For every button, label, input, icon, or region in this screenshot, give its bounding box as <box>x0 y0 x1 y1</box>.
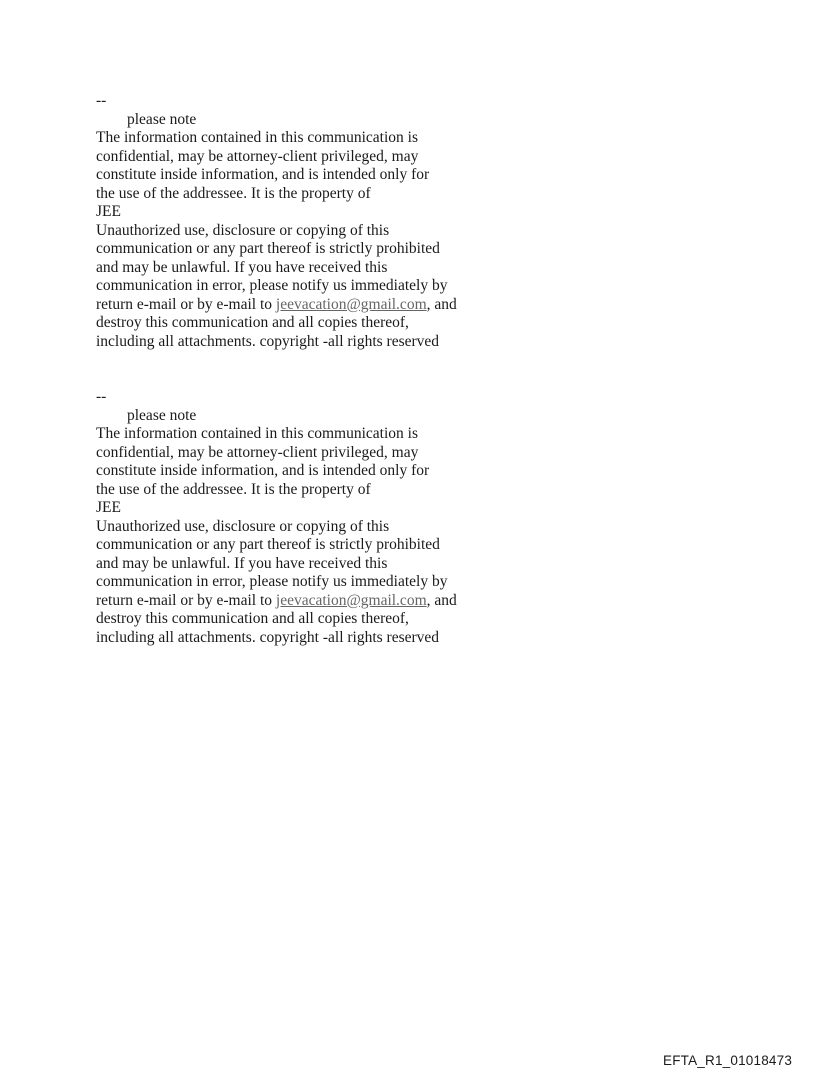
signature-separator: -- <box>96 388 107 405</box>
please-note-line: please note <box>127 406 197 424</box>
body-line: confidential, may be attorney-client privileged, may <box>96 147 419 165</box>
body-line: and may be unlawful. If you have received this <box>96 554 388 572</box>
email-line-suffix: , and <box>426 295 457 313</box>
body-line: destroy this communication and all copies thereof, <box>96 314 409 331</box>
body-line: constitute inside information, and is intended only for <box>96 166 430 183</box>
body-line: destroy this communication and all copies thereof, <box>96 610 409 627</box>
body-line: including all attachments. copyright -all rights reserved <box>96 628 440 646</box>
signature-separator: -- <box>96 92 107 109</box>
body-line: communication in error, please notify us immediately by <box>96 277 448 294</box>
body-line: Unauthorized use, disclosure or copying of this <box>96 517 390 535</box>
disclaimer-block <box>96 388 516 647</box>
email-line-suffix: , and <box>426 591 457 609</box>
email-line <box>96 296 516 315</box>
email-line-prefix: return e-mail or by e-mail to <box>96 295 276 313</box>
document-page <box>96 92 516 647</box>
body-line: the use of the addressee. It is the property of <box>96 184 371 202</box>
body-line: communication or any part thereof is strictly prohibited <box>96 240 440 257</box>
email-link[interactable]: jeevacation@gmail.com <box>275 591 427 609</box>
disclaimer-block <box>96 92 516 351</box>
email-line <box>96 592 516 611</box>
body-line: constitute inside information, and is intended only for <box>96 462 430 479</box>
body-line: communication or any part thereof is strictly prohibited <box>96 536 440 553</box>
body-line: including all attachments. copyright -all rights reserved <box>96 332 440 350</box>
please-note-line: please note <box>127 110 197 128</box>
email-link[interactable]: jeevacation@gmail.com <box>275 295 427 313</box>
bates-number: EFTA_R1_01018473 <box>663 1053 793 1068</box>
body-line: confidential, may be attorney-client privileged, may <box>96 443 419 461</box>
body-line: JEE <box>96 499 121 516</box>
body-line: Unauthorized use, disclosure or copying of this <box>96 221 390 239</box>
email-line-prefix: return e-mail or by e-mail to <box>96 591 276 609</box>
body-line: The information contained in this communication is <box>96 425 418 442</box>
body-line: the use of the addressee. It is the property of <box>96 480 371 498</box>
body-line: communication in error, please notify us immediately by <box>96 573 448 590</box>
body-line: JEE <box>96 203 121 220</box>
body-line: and may be unlawful. If you have received this <box>96 258 388 276</box>
body-line: The information contained in this communication is <box>96 129 418 146</box>
